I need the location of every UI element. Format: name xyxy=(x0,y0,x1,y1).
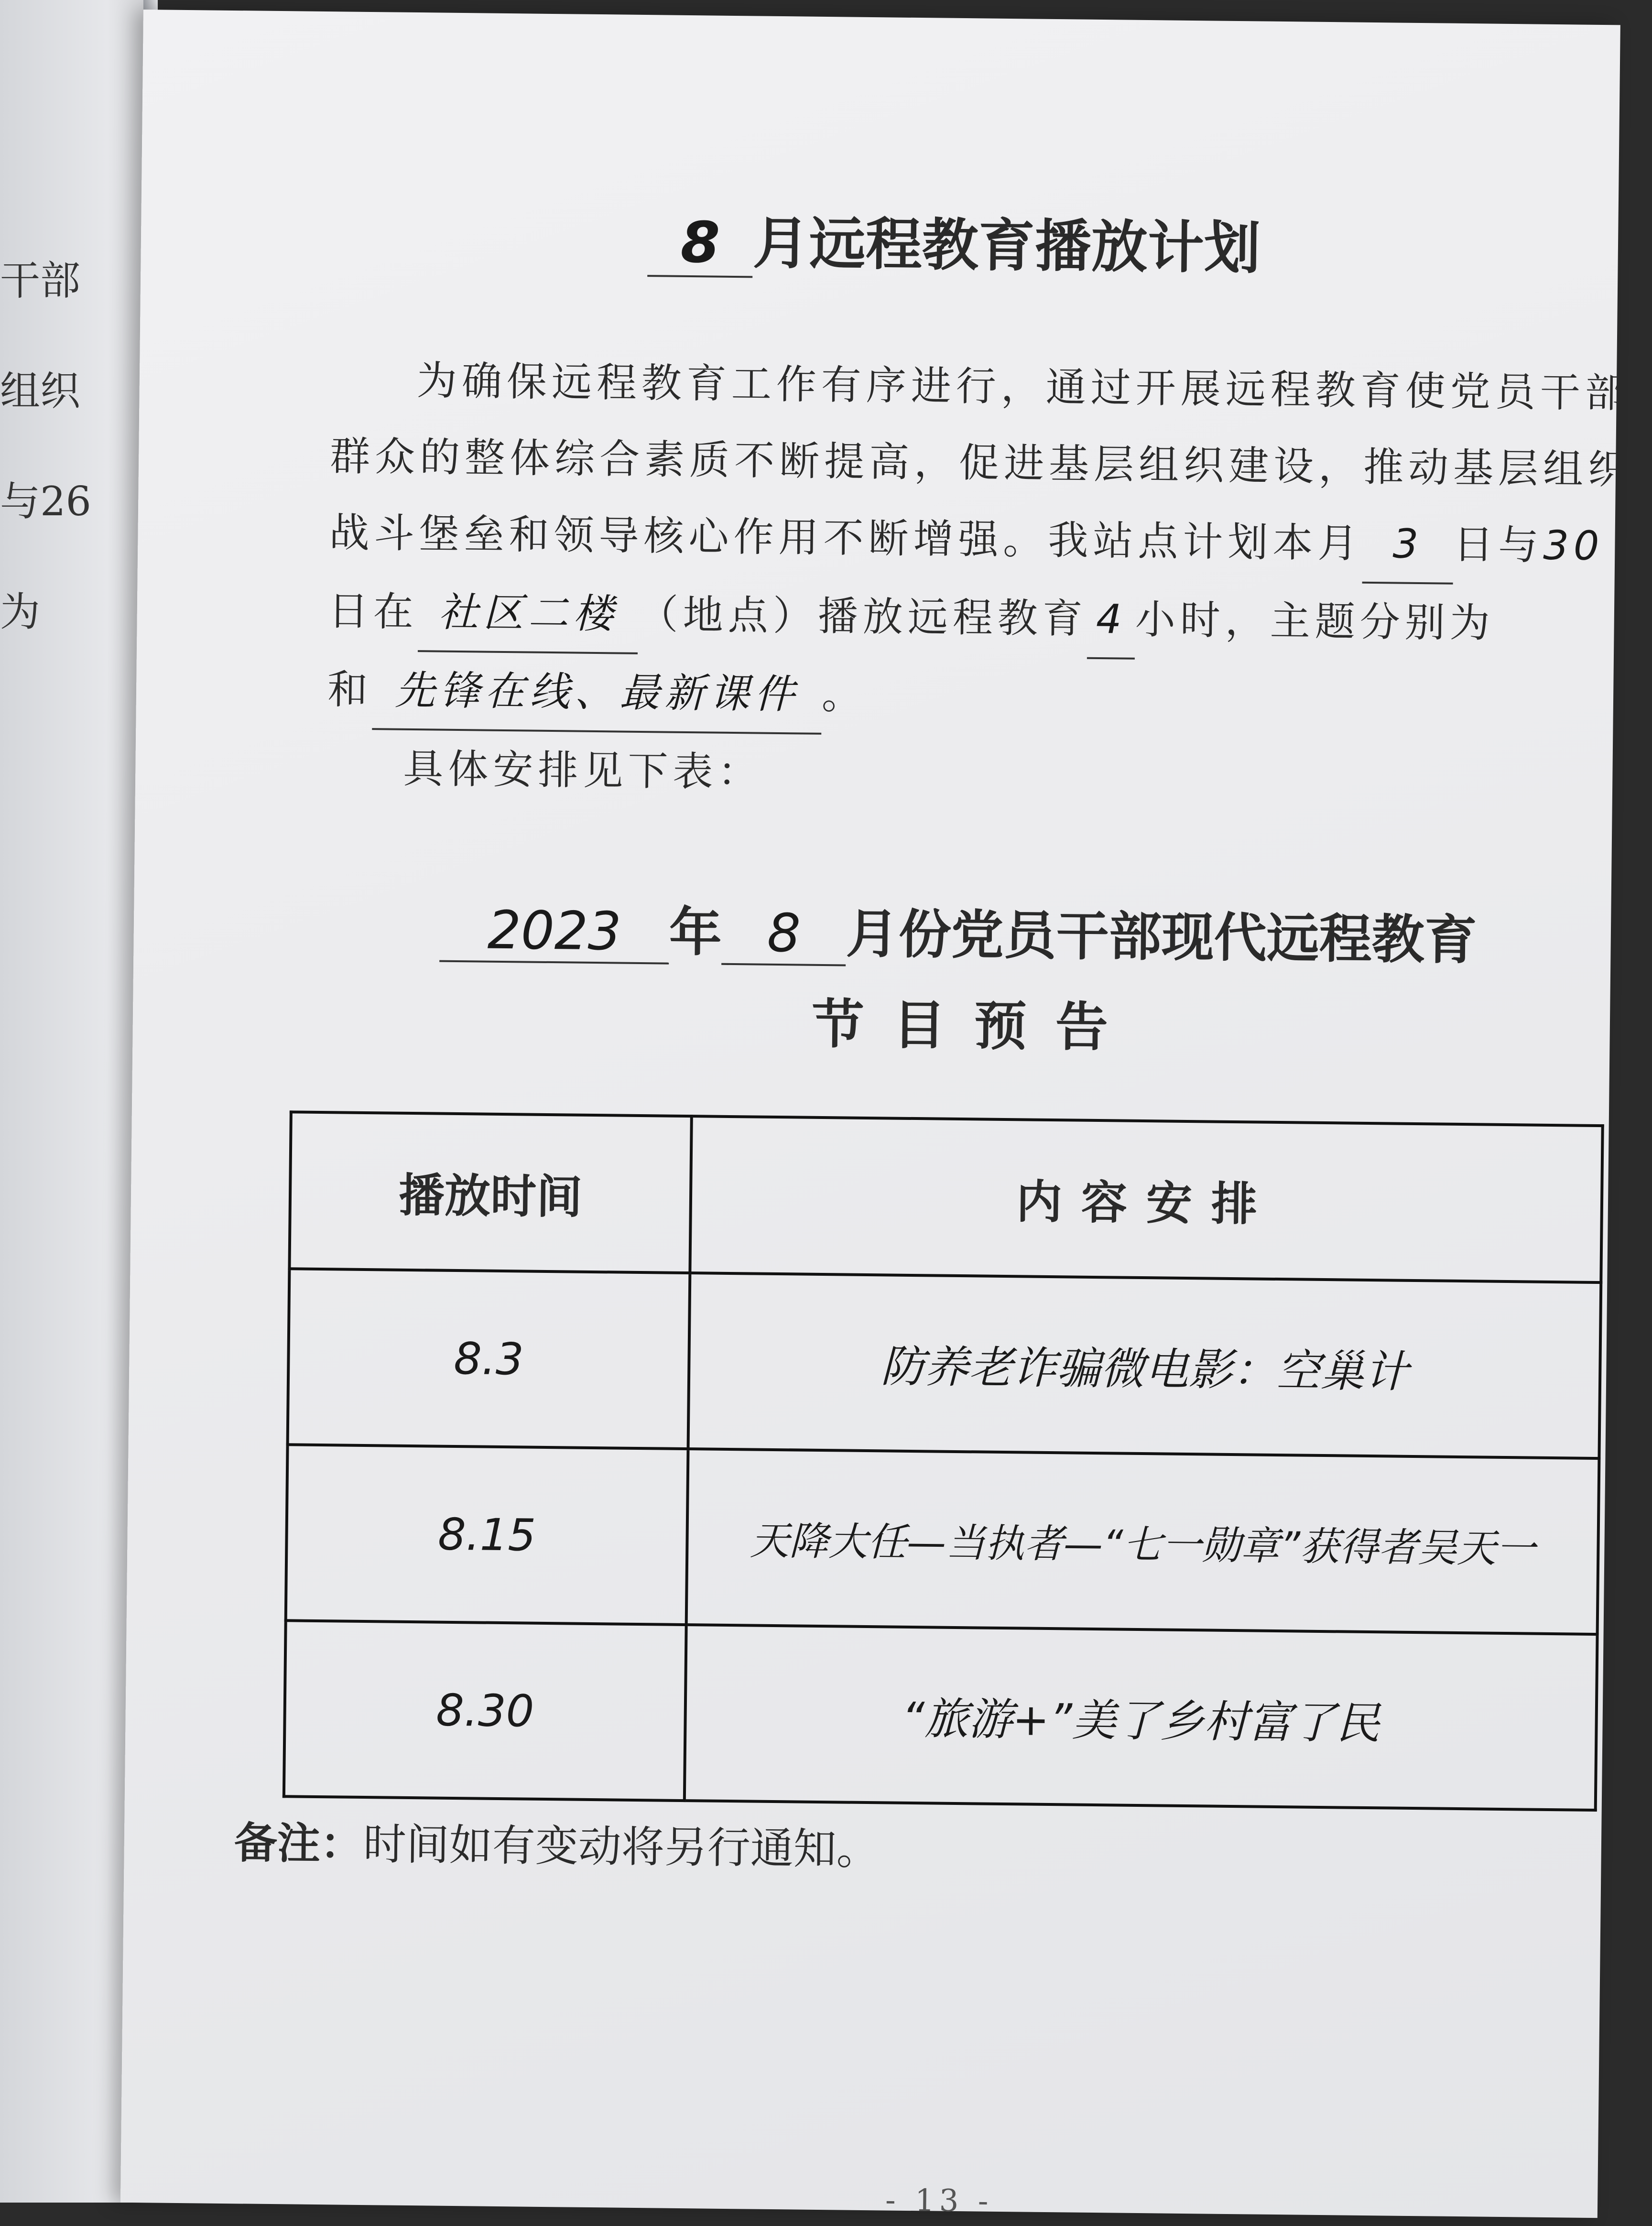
row-content: “旅游+”美了乡村富了民 xyxy=(685,1625,1598,1810)
paragraph-text: 和 xyxy=(327,666,373,714)
paragraph-line: 为确保远程教育工作有序进行，通过开展远程教育使党员干部 xyxy=(416,357,1630,417)
paragraph-text: 日在 xyxy=(328,587,419,636)
row-content: 天降大任—当执者—“七一勋章”获得者吴天一 xyxy=(686,1449,1599,1634)
footnote xyxy=(234,1808,880,1877)
intro-paragraph xyxy=(326,341,1652,820)
document-title xyxy=(647,196,1261,284)
row-time: 8.15 xyxy=(286,1444,688,1625)
schedule-title xyxy=(439,888,1478,974)
page-number: - 13 - xyxy=(885,2183,993,2219)
paragraph-line xyxy=(329,494,1652,586)
paragraph-line: 群众的整体综合素质不断提高，促进基层组织建设，推动基层组织 xyxy=(329,433,1633,493)
table-row xyxy=(286,1444,1599,1634)
header-content: 内容安排 xyxy=(690,1116,1602,1282)
table-row xyxy=(288,1269,1601,1458)
fragment-line: 组织 xyxy=(0,368,81,414)
fragment-line: 为 xyxy=(0,588,41,635)
table-header-row xyxy=(289,1112,1602,1282)
schedule-title-text: 月份党员干部现代远程教育 xyxy=(846,902,1478,971)
year-field: 2023 xyxy=(439,899,669,965)
paragraph-text: 。 xyxy=(821,671,867,718)
left-page-fragment xyxy=(0,249,105,690)
day2-field: 30 xyxy=(1543,521,1604,570)
month-field: 8 xyxy=(721,902,846,966)
row-time: 8.30 xyxy=(284,1620,686,1801)
note-text: 时间如有变动将另行通知。 xyxy=(363,1819,880,1875)
paragraph-line: 具体安排见下表： xyxy=(402,745,763,796)
header-time: 播放时间 xyxy=(289,1112,691,1273)
year-suffix: 年 xyxy=(669,901,722,963)
title-text: 月远程教育播放计划 xyxy=(752,209,1261,282)
row-content: 防养老诈骗微电影：空巢计 xyxy=(688,1273,1601,1458)
paragraph-text: 日与 xyxy=(1453,521,1543,569)
row-time: 8.3 xyxy=(288,1269,690,1449)
paragraph-text: 战斗堡垒和领导核心作用不断增强。我站点计划本月 xyxy=(329,509,1363,567)
day1-field: 3 xyxy=(1362,505,1454,585)
note-label: 备注： xyxy=(234,1817,364,1870)
schedule-table xyxy=(283,1110,1604,1808)
fragment-line: 与26 xyxy=(0,478,91,525)
paragraph-text: 小时，主题分别为 xyxy=(1135,596,1495,647)
schedule-subtitle: 节目预告 xyxy=(811,993,1137,1058)
document-page xyxy=(120,10,1633,2219)
paragraph-text: （地点）播放远程教育 xyxy=(638,590,1088,642)
location-field: 社区二楼 xyxy=(418,574,639,654)
paragraph-line xyxy=(327,651,1652,743)
table-row xyxy=(284,1620,1598,1810)
fragment-line: 干部 xyxy=(0,257,81,304)
title-month: 8 xyxy=(647,209,753,278)
paragraph-line xyxy=(328,573,1652,665)
hours-field: 4 xyxy=(1087,581,1136,660)
topics-field: 先锋在线、最新课件 xyxy=(372,652,822,735)
